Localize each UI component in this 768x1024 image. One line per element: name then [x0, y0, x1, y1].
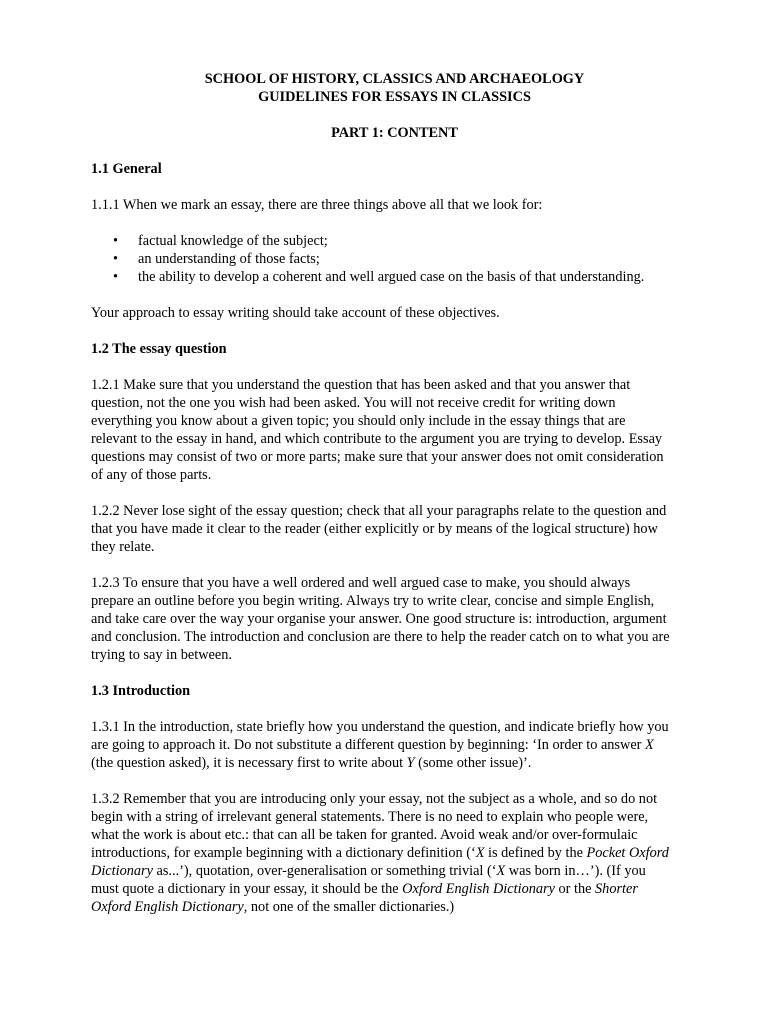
paragraph-1-3-1: 1.3.1 In the introduction, state briefly how you understand the question, and indicate briefly how you are going to approach it. Do not substitute a different question by beginning: ‘In order to answer X (the question asked), it is necessary first to write about Y (some other issue)’. — [91, 719, 669, 771]
guidelines-title: GUIDELINES FOR ESSAYS IN CLASSICS — [258, 89, 531, 105]
section-heading-introduction: 1.3 Introduction — [91, 683, 191, 699]
paragraph-objectives: Your approach to essay writing should take account of these objectives. — [91, 305, 500, 321]
section-heading-essay-question: 1.2 The essay question — [91, 341, 227, 357]
paragraph-1-3-2: 1.3.2 Remember that you are introducing only your essay, not the subject as a whole, and so do not begin with a string of irrelevant general statements. There is no need to explain who people were, what the work is about etc.: that can all be taken for granted. Avoid weak and/or over-formulaic introductions, for example beginning with a dictionary definition (‘X is defined by the Pocket Oxford Dictionary as...’), quotation, over-generalisation or something trivial (‘X was born in…’). (If you must quote a dictionary in your essay, it should be the Oxford English Dictionary or the Shorter Oxford English Dictionary, not one of the smaller dictionaries.) — [91, 791, 669, 915]
section-heading-general: 1.1 General — [91, 161, 162, 177]
paragraph-1-1-1: 1.1.1 When we mark an essay, there are three things above all that we look for: — [91, 197, 543, 213]
part-title: PART 1: CONTENT — [331, 125, 458, 141]
objectives-list — [91, 232, 672, 286]
paragraph-1-2-3: 1.2.3 To ensure that you have a well ordered and well argued case to make, you should always prepare an outline before you begin writing. Always try to write clear, concise and simple English, and take care over the way your organise your answer. One good structure is: introduction, argument and conclusion. The introduction and conclusion are there to help the reader catch on to what you are trying to say in between. — [91, 575, 670, 663]
paragraph-1-2-1: 1.2.1 Make sure that you understand the question that has been asked and that you answer that question, not the one you wish had been asked. You will not receive credit for writing down everything you know about a given topic; you should only include in the essay things that are relevant to the essay in hand, and which contribute to the argument you are trying to develop. Essay questions may consist of two or more parts; make sure that your answer does not omit consideration of any of those parts. — [91, 377, 664, 483]
paragraph-1-2-2: 1.2.2 Never lose sight of the essay question; check that all your paragraphs relate to the question and that you have made it clear to the reader (either explicitly or by means of the logical structure) how they relate. — [91, 503, 667, 555]
document-header — [117, 70, 672, 106]
bullet-icon: • — [113, 251, 119, 267]
school-title: SCHOOL OF HISTORY, CLASSICS AND ARCHAEOLOGY — [204, 71, 585, 87]
list-item: • an understanding of those facts; — [113, 251, 320, 267]
list-item: • the ability to develop a coherent and well argued case on the basis of that understanding. — [113, 269, 645, 285]
list-item: • factual knowledge of the subject; — [113, 233, 328, 249]
bullet-icon: • — [113, 269, 119, 285]
bullet-icon: • — [113, 233, 119, 249]
